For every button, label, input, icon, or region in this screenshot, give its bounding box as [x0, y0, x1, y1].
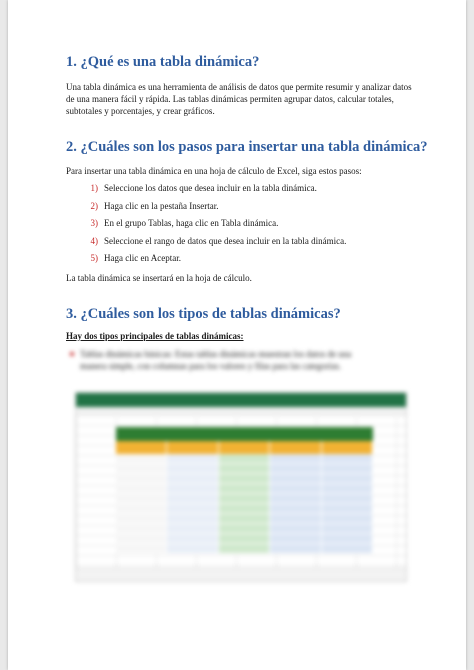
section-3-title: 3. ¿Cuáles son los tipos de tablas dinámicas?: [66, 306, 341, 322]
step-item: [66, 200, 346, 218]
pivot-row: [116, 464, 373, 474]
pivot-row: [116, 504, 373, 514]
pivot-table: [116, 427, 373, 554]
step-item: [66, 217, 346, 235]
section-2-title: 2. ¿Cuáles son los pasos para insertar una tabla dinámica?: [66, 139, 428, 155]
step-text: Haga clic en la pestaña Insertar.: [104, 200, 219, 211]
step-text: Seleccione los datos que desea incluir en la tabla dinámica.: [104, 183, 317, 193]
pivot-row: [116, 524, 373, 534]
pivot-row: [116, 534, 373, 544]
section-1-title: 1. ¿Qué es una tabla dinámica?: [66, 54, 260, 70]
section-3-subtitle: Hay dos tipos principales de tablas dinámicas:: [66, 331, 244, 341]
step-number: 5): [90, 253, 98, 263]
step-number: 4): [90, 235, 98, 246]
pivot-row: [116, 454, 373, 464]
section-1-body: Una tabla dinámica es una herramienta de análisis de datos que permite resumir y analizar datos de una manera fácil y rápida. Las tablas dinámicas permiten agrupar datos, calcular totales, subtotales y porcentajes, y crear gráficos.: [66, 82, 412, 116]
pivot-row: [116, 494, 373, 504]
step-item: [66, 182, 346, 200]
pivot-row: [116, 514, 373, 524]
step-number: 2): [90, 200, 98, 211]
section-2-intro: Para insertar una tabla dinámica en una hoja de cálculo de Excel, siga estos pasos:: [66, 166, 362, 176]
step-text: Haga clic en Aceptar.: [104, 253, 181, 263]
step-text: En el grupo Tablas, haga clic en Tabla dinámica.: [104, 218, 279, 228]
excel-ribbon: [76, 393, 406, 407]
pivot-header-row: [116, 441, 373, 454]
step-number: 1): [90, 183, 98, 193]
step-item: [66, 252, 346, 270]
section-2-outro: La tabla dinámica se insertará en la hoja de cálculo.: [66, 273, 252, 283]
step-number: 3): [90, 218, 98, 228]
bullet-item: [80, 348, 370, 372]
step-item: [66, 235, 346, 253]
pivot-row: [116, 484, 373, 494]
pivot-title-bar: [116, 427, 373, 441]
steps-list: [66, 182, 346, 270]
pivot-row: [116, 474, 373, 484]
bullet-text: Tablas dinámicas básicas: Estas tablas dinámicas muestran los datos de una manera simple, con columnas para los valores y filas para las categorías.: [80, 349, 352, 371]
excel-screenshot: [75, 392, 407, 582]
step-text: Seleccione el rango de datos que desea incluir en la tabla dinámica.: [104, 235, 347, 246]
pivot-row: [116, 544, 373, 554]
document-page: [8, 0, 466, 670]
bullet-dot-icon: [70, 352, 74, 356]
blurred-preview: [8, 344, 466, 670]
excel-status-bar: [76, 568, 406, 581]
